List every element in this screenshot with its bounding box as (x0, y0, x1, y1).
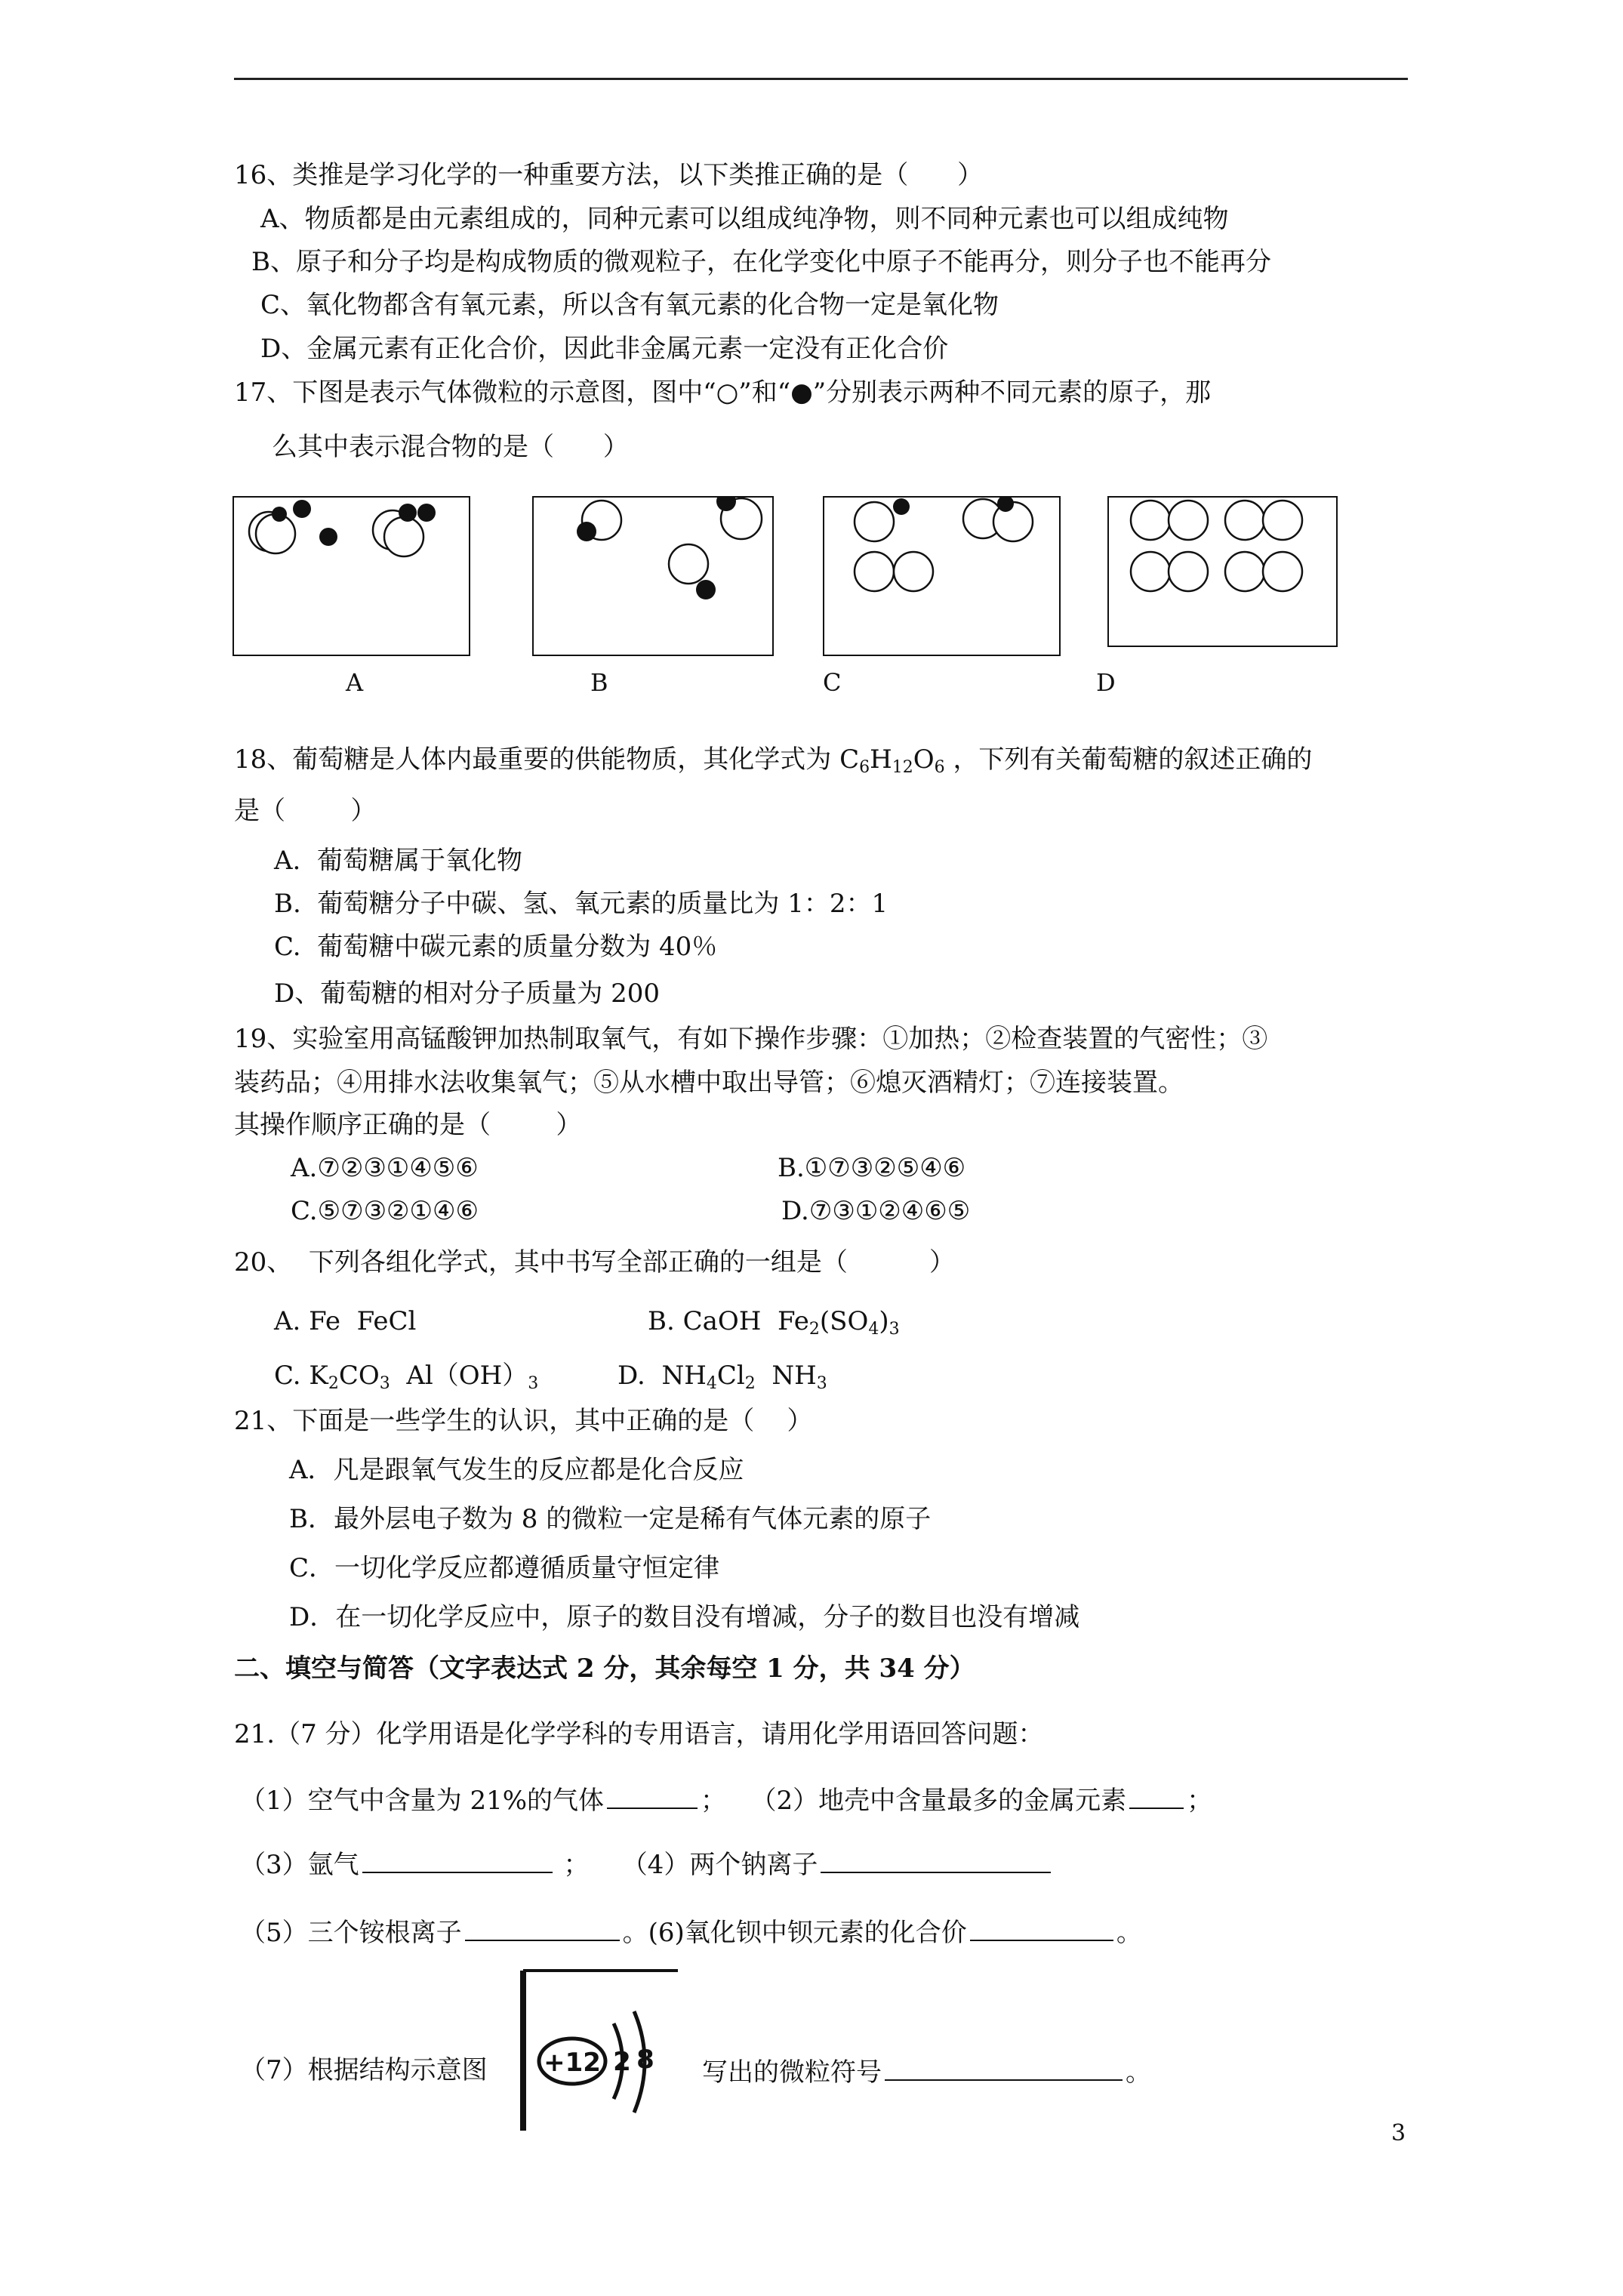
shell1-electrons: 2 (613, 2047, 631, 2077)
answer-blank-4[interactable] (821, 1846, 1051, 1873)
q20-option-b: B. CaOH $Fe_2(SO_4)_3$ (648, 1306, 900, 1339)
q18-option-b: B. 葡萄糖分子中碳、氢、氧元素的质量比为 1：2：1 (274, 889, 888, 919)
box-label-d: D (1096, 668, 1116, 697)
q21-option-d: D．在一切化学反应中，原子的数目没有增减，分子的数目也没有增减 (289, 1602, 1080, 1632)
q21b-part3: （3）氩气 ； （4）两个钠离子 (240, 1846, 1054, 1881)
q21-option-b: B．最外层电子数为 8 的微粒一定是稀有气体元素的原子 (289, 1504, 932, 1534)
box-label-c: C (823, 668, 842, 697)
q20-stem: 20、 下列各组化学式，其中书写全部正确的一组是（ ） (234, 1247, 955, 1277)
q18-stem-line2: 是（ ） (234, 796, 377, 826)
q21-option-a: A．凡是跟氧气发生的反应都是化合反应 (289, 1455, 744, 1485)
q20-option-a: A. Fe FeCl (274, 1306, 417, 1336)
particles-a (234, 498, 468, 654)
q21b-part7-suffix: 写出的微粒符号 。 (702, 2054, 1151, 2089)
answer-blank-1[interactable] (607, 1782, 698, 1809)
q19-option-d: D.⑦③①②④⑥⑤ (781, 1196, 971, 1226)
q21b-part5: （5）三个铵根离子 。(6)氧化钡中钡元素的化合价 。 (240, 1914, 1142, 1949)
q21b-stem: 21.（7 分）化学用语是化学学科的专用语言，请用化学用语回答问题： (234, 1719, 1044, 1749)
answer-blank-5[interactable] (465, 1914, 620, 1941)
nucleus-label: +12 (544, 2048, 601, 2078)
q21b-part7-prefix: （7）根据结构示意图 (240, 2055, 488, 2085)
particles-c (824, 498, 1058, 654)
q19-option-a: A.⑦②③①④⑤⑥ (291, 1153, 479, 1183)
q20-option-c: C. $K_2CO_3$ $Al(OH)_3$ (274, 1361, 539, 1393)
q19-line1: 19、实验室用高锰酸钾加热制取氧气，有如下操作步骤：①加热；②检查装置的气密性；③ (234, 1024, 1268, 1054)
q19-option-b: B.①⑦③②⑤④⑥ (778, 1153, 966, 1183)
q19-option-c: C.⑤⑦③②①④⑥ (291, 1196, 479, 1226)
q21-option-c: C．一切化学反应都遵循质量守恒定律 (289, 1553, 720, 1583)
q16-stem: 16、类推是学习化学的一种重要方法，以下类推正确的是（ ） (234, 160, 984, 190)
q17-stem-line1: 17、下图是表示气体微粒的示意图，图中“○”和“●”分别表示两种不同元素的原子，那 (234, 378, 1212, 408)
q17-stem-line2: 么其中表示混合物的是（ ） (272, 432, 629, 462)
answer-blank-7[interactable] (885, 2054, 1123, 2081)
particles-b (534, 498, 771, 654)
particles-d (1109, 498, 1335, 645)
answer-blank-6[interactable] (970, 1914, 1113, 1941)
q21b-part1: （1）空气中含量为 21%的气体 ； （2）地壳中含量最多的金属元素 ； (240, 1782, 1212, 1817)
q18-stem-pre: 18、葡萄糖是人体内最重要的供能物质，其化学式为 (234, 744, 832, 775)
q18-stem-post: ，下列有关葡萄糖的叙述正确的 (953, 744, 1313, 775)
q16-option-c: C、氧化物都含有氧元素，所以含有氧元素的化合物一定是氧化物 (260, 290, 999, 320)
glucose-formula: $C_6H_{12}O_6$ (839, 744, 945, 777)
diagram-box-c (823, 496, 1061, 656)
section-heading: 二、填空与简答（文字表达式 2 分，其余每空 1 分，共 34 分） (234, 1653, 975, 1684)
atomic-structure-diagram (519, 1965, 682, 2134)
answer-blank-2[interactable] (1129, 1782, 1184, 1809)
answer-blank-3[interactable] (362, 1846, 553, 1873)
diagram-box-a (233, 496, 470, 656)
header-rule (234, 78, 1408, 80)
q18-stem (234, 743, 1312, 776)
q18-option-c: C. 葡萄糖中碳元素的质量分数为 40％ (274, 932, 718, 962)
page-number: 3 (1391, 2120, 1406, 2147)
q18-option-a: A. 葡萄糖属于氧化物 (274, 846, 522, 876)
diagram-box-b (532, 496, 774, 656)
q18-option-d: D、葡萄糖的相对分子质量为 200 (274, 978, 660, 1009)
q16-option-d: D、金属元素有正化合价，因此非金属元素一定没有正化合价 (260, 334, 949, 364)
q19-line3: 其操作顺序正确的是（ ） (234, 1110, 582, 1140)
q16-option-a: A、物质都是由元素组成的，同种元素可以组成纯净物，则不同种元素也可以组成纯物 (260, 204, 1229, 234)
box-label-b: B (590, 668, 608, 697)
box-label-a: A (346, 668, 364, 697)
q21-stem: 21、下面是一些学生的认识，其中正确的是（ ） (234, 1406, 813, 1436)
q20-option-d: D. $NH_4Cl_2$ $NH_3$ (617, 1361, 827, 1393)
diagram-box-d (1107, 496, 1338, 647)
q19-line2: 装药品；④用排水法收集氧气；⑤从水槽中取出导管；⑥熄灭酒精灯；⑦连接装置。 (234, 1068, 1184, 1098)
q16-option-b: B、原子和分子均是构成物质的微观粒子，在化学变化中原子不能再分，则分子也不能再分 (251, 247, 1271, 277)
shell2-electrons: 8 (636, 2045, 654, 2075)
